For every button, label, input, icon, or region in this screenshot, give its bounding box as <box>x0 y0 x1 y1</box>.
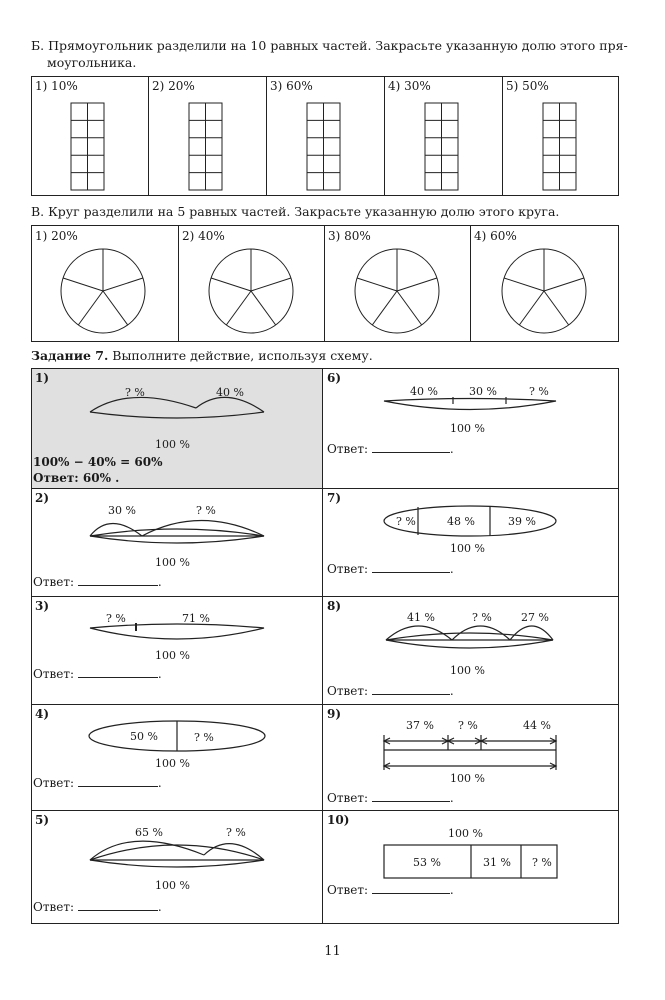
answer-label: Ответ: <box>327 442 372 456</box>
rect-label-1: 1) 10% <box>35 79 78 93</box>
p2-total: 100 % <box>155 556 190 569</box>
circle-label-2: 2) 40% <box>182 229 225 243</box>
answer-label: Ответ: <box>327 883 372 897</box>
problem-number-10: 10) <box>327 813 350 827</box>
p7-total: 100 % <box>450 542 485 555</box>
problem-number-6: 6) <box>327 371 342 385</box>
diagram-2 <box>90 521 264 544</box>
p5-label-b: ? % <box>226 826 246 839</box>
p1-total: 100 % <box>155 438 190 451</box>
p10-total: 100 % <box>448 827 483 840</box>
rect-label-2: 2) 20% <box>152 79 195 93</box>
p10-label-b: 31 % <box>483 856 511 869</box>
answer-label: Ответ: <box>33 776 78 790</box>
answer-10: Ответ: . <box>327 883 454 897</box>
p3-label-b: 71 % <box>182 612 210 625</box>
answer-4: Ответ: . <box>33 776 162 790</box>
task7-title-rest: Выполните действие, используя схему. <box>108 348 373 363</box>
p10-label-a: 53 % <box>413 856 441 869</box>
problem-number-2: 2) <box>35 491 50 505</box>
circle-label-3: 3) 80% <box>328 229 371 243</box>
p7-label-a: ? % <box>396 515 416 528</box>
p5-label-a: 65 % <box>135 826 163 839</box>
diagram-5 <box>90 841 264 867</box>
page-number: 11 <box>324 944 341 959</box>
diagram-1 <box>90 397 264 418</box>
p6-label-b: 30 % <box>469 385 497 398</box>
p4-total: 100 % <box>155 757 190 770</box>
p9-label-b: ? % <box>458 719 478 732</box>
rect-label-4: 4) 30% <box>388 79 431 93</box>
circle-label-1: 1) 20% <box>35 229 78 243</box>
p8-total: 100 % <box>450 664 485 677</box>
p1-label-a: ? % <box>125 386 145 399</box>
p8-label-b: ? % <box>472 611 492 624</box>
problem-number-1: 1) <box>35 371 50 385</box>
section-v-text: В. Круг разделили на 5 равных частей. Закрасьте указанную долю этого круга. <box>31 204 560 219</box>
diagram-3 <box>90 623 264 639</box>
example-solution: 100% − 40% = 60% <box>33 455 163 469</box>
section-b-line1: Б. Прямоугольник разделили на 10 равных частей. Закрасьте указанную долю этого пря- <box>31 38 628 53</box>
example-answer: Ответ: 60% . <box>33 471 120 485</box>
p2-label-b: ? % <box>196 504 216 517</box>
p8-label-a: 41 % <box>407 611 435 624</box>
diagram-9 <box>384 735 556 770</box>
answer-label: Ответ: <box>33 667 78 681</box>
answer-3: Ответ: . <box>33 667 162 681</box>
answer-label: Ответ: <box>33 575 78 589</box>
rect-label-5: 5) 50% <box>506 79 549 93</box>
problem-number-5: 5) <box>35 813 50 827</box>
answer-8: Ответ: . <box>327 684 454 698</box>
answer-7: Ответ: . <box>327 562 454 576</box>
p4-label-b: ? % <box>194 731 214 744</box>
problem-number-7: 7) <box>327 491 342 505</box>
diagram-6 <box>384 397 556 410</box>
rect-label-3: 3) 60% <box>270 79 313 93</box>
task7-title-bold: Задание 7. <box>31 348 109 363</box>
p9-label-a: 37 % <box>406 719 434 732</box>
problem-number-3: 3) <box>35 599 50 613</box>
p4-label-a: 50 % <box>130 730 158 743</box>
section-b-line2: моугольника. <box>47 55 137 70</box>
p9-label-c: 44 % <box>523 719 551 732</box>
p9-total: 100 % <box>450 772 485 785</box>
answer-9: Ответ: . <box>327 791 454 805</box>
p6-label-a: 40 % <box>410 385 438 398</box>
p7-label-b: 48 % <box>447 515 475 528</box>
problem-number-8: 8) <box>327 599 342 613</box>
p2-label-a: 30 % <box>108 504 136 517</box>
p10-label-c: ? % <box>532 856 552 869</box>
answer-label: Ответ: <box>327 791 372 805</box>
p1-label-b: 40 % <box>216 386 244 399</box>
diagram-4 <box>89 721 265 751</box>
p7-label-c: 39 % <box>508 515 536 528</box>
p5-total: 100 % <box>155 879 190 892</box>
circle-label-4: 4) 60% <box>474 229 517 243</box>
diagram-8 <box>386 626 553 648</box>
p8-label-c: 27 % <box>521 611 549 624</box>
answer-5: Ответ: . <box>33 900 162 914</box>
answer-6: Ответ: . <box>327 442 454 456</box>
answer-2: Ответ: . <box>33 575 162 589</box>
p6-total: 100 % <box>450 422 485 435</box>
p3-label-a: ? % <box>106 612 126 625</box>
problem-number-4: 4) <box>35 707 50 721</box>
problem-number-9: 9) <box>327 707 342 721</box>
p6-label-c: ? % <box>529 385 549 398</box>
answer-label: Ответ: <box>33 900 78 914</box>
p3-total: 100 % <box>155 649 190 662</box>
answer-label: Ответ: <box>327 562 372 576</box>
answer-label: Ответ: <box>327 684 372 698</box>
